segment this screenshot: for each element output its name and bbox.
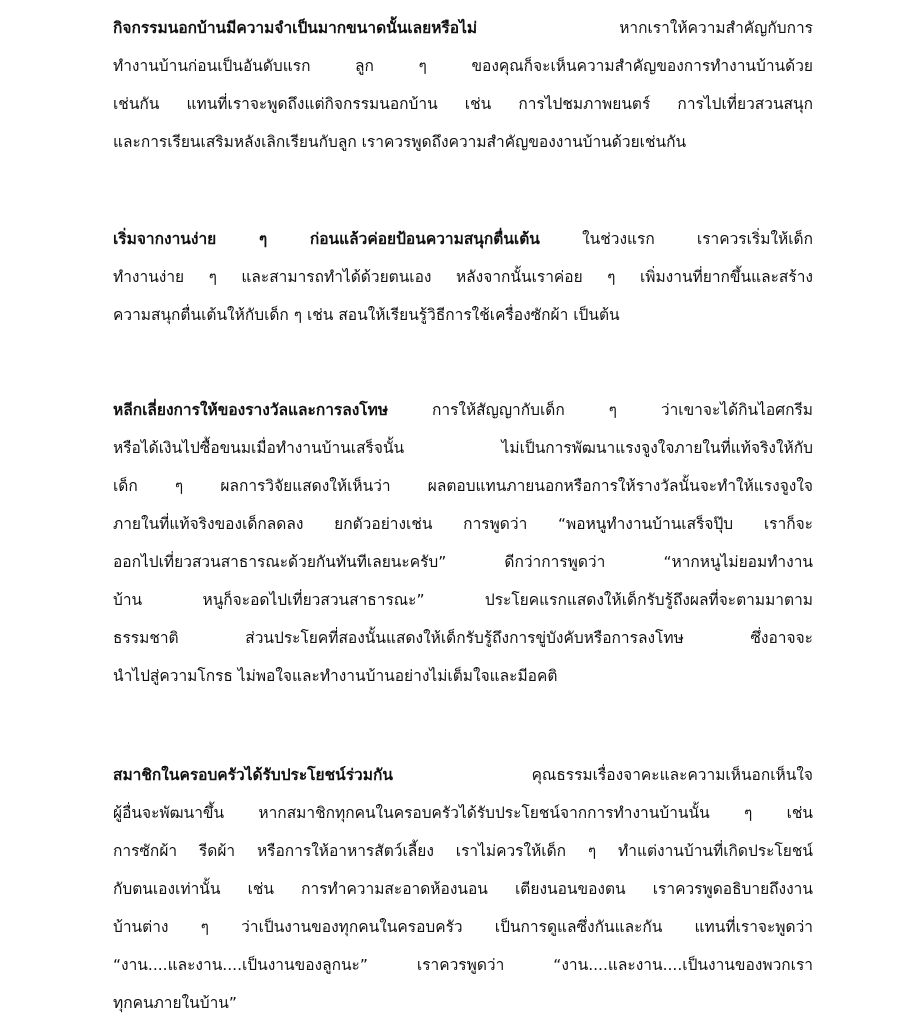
paragraph-line: ทำงานง่าย ๆ และสามารถทำได้ด้วยตนเอง หลังจากนั้นเราค่อย ๆ เพิ่มงานที่ยากขึ้นและสร้าง	[113, 268, 813, 286]
paragraph-outside-activities	[113, 9, 813, 161]
paragraph-avoid-rewards	[113, 391, 813, 695]
paragraph-line: การซักผ้า รีดผ้า หรือการให้อาหารสัตว์เลี้ยง เราไม่ควรให้เด็ก ๆ ทำแต่งานบ้านที่เกิดประโยชน์	[113, 842, 813, 860]
paragraph-heading: หลีกเลี่ยงการให้ของรางวัลและการลงโทษ	[113, 401, 389, 419]
paragraph-line: และการเรียนเสริมหลังเลิกเรียนกับลูก เราควรพูดถึงความสำคัญของงานบ้านด้วยเช่นกัน	[113, 133, 687, 151]
paragraph-line	[113, 9, 813, 47]
paragraph-line: หรือได้เงินไปซื้อขนมเมื่อทำงานบ้านเสร็จนั้น ไม่เป็นการพัฒนาแรงจูงใจภายในที่แท้จริงให้กับ	[113, 439, 813, 457]
paragraph-line	[113, 756, 813, 794]
paragraph-line: ธรรมชาติ ส่วนประโยคที่สองนั้นแสดงให้เด็กรับรู้ถึงการขู่บังคับหรือการลงโทษ ซึ่งอาจจะ	[113, 629, 813, 647]
paragraph-text: การให้สัญญากับเด็ก ๆ ว่าเขาจะได้กินไอศกรีม	[388, 401, 813, 419]
paragraph-line: ความสนุกตื่นเต้นให้กับเด็ก ๆ เช่น สอนให้เรียนรู้วิธีการใช้เครื่องซักผ้า เป็นต้น	[113, 306, 620, 324]
paragraph-heading: เริ่มจากงานง่าย ๆ ก่อนแล้วค่อยป้อนความสนุกตื่นเต้น	[113, 230, 540, 248]
paragraph-line: ออกไปเที่ยวสวนสาธารณะด้วยกันทันทีเลยนะครับ” ดีกว่าการพูดว่า “หากหนูไม่ยอมทำงาน	[113, 553, 813, 571]
paragraph-line: กับตนเองเท่านั้น เช่น การทำความสะอาดห้องนอน เตียงนอนของตน เราควรพูดอธิบายถึงงาน	[113, 880, 813, 898]
paragraph-line: ทุกคนภายในบ้าน”	[113, 994, 237, 1012]
paragraph-line: ทำงานบ้านก่อนเป็นอันดับแรก ลูก ๆ ของคุณก็จะเห็นความสำคัญของการทำงานบ้านด้วย	[113, 57, 813, 75]
paragraph-text: ในช่วงแรก เราควรเริ่มให้เด็ก	[539, 230, 813, 248]
paragraph-text: หากเราให้ความสำคัญกับการ	[477, 19, 813, 37]
paragraph-text: คุณธรรมเรื่องจาคะและความเห็นอกเห็นใจ	[392, 766, 813, 784]
paragraph-line: นำไปสู่ความโกรธ ไม่พอใจและทำงานบ้านอย่างไม่เต็มใจและมีอคติ	[113, 667, 558, 685]
paragraph-start-simple	[113, 220, 813, 334]
paragraph-line: เด็ก ๆ ผลการวิจัยแสดงให้เห็นว่า ผลตอบแทนภายนอกหรือการให้รางวัลนั้นจะทำให้แรงจูงใจ	[113, 477, 813, 495]
paragraph-line: เช่นกัน แทนที่เราจะพูดถึงแต่กิจกรรมนอกบ้าน เช่น การไปชมภาพยนตร์ การไปเที่ยวสวนสนุก	[113, 95, 813, 113]
paragraph-line: ผู้อื่นจะพัฒนาขึ้น หากสมาชิกทุกคนในครอบครัวได้รับประโยชน์จากการทำงานบ้านนั้น ๆ เช่น	[113, 804, 813, 822]
paragraph-line	[113, 220, 813, 258]
paragraph-line: บ้าน หนูก็จะอดไปเที่ยวสวนสาธารณะ” ประโยคแรกแสดงให้เด็กรับรู้ถึงผลที่จะตามมาตาม	[113, 591, 813, 609]
paragraph-line: บ้านต่าง ๆ ว่าเป็นงานของทุกคนในครอบครัว เป็นการดูแลซึ่งกันและกัน แทนที่เราจะพูดว่า	[113, 918, 813, 936]
paragraph-family-benefit	[113, 756, 813, 1022]
paragraph-line	[113, 391, 813, 429]
paragraph-line: “งาน....และงาน....เป็นงานของลูกนะ” เราควรพูดว่า “งาน....และงาน....เป็นงานของพวกเรา	[113, 956, 813, 974]
paragraph-heading: กิจกรรมนอกบ้านมีความจำเป็นมากขนาดนั้นเลยหรือไม่	[113, 19, 478, 37]
paragraph-line: ภายในที่แท้จริงของเด็กลดลง ยกตัวอย่างเช่น การพูดว่า “พอหนูทำงานบ้านเสร็จปุ๊บ เราก็จะ	[113, 515, 813, 533]
paragraph-heading: สมาชิกในครอบครัวได้รับประโยชน์ร่วมกัน	[113, 766, 393, 784]
